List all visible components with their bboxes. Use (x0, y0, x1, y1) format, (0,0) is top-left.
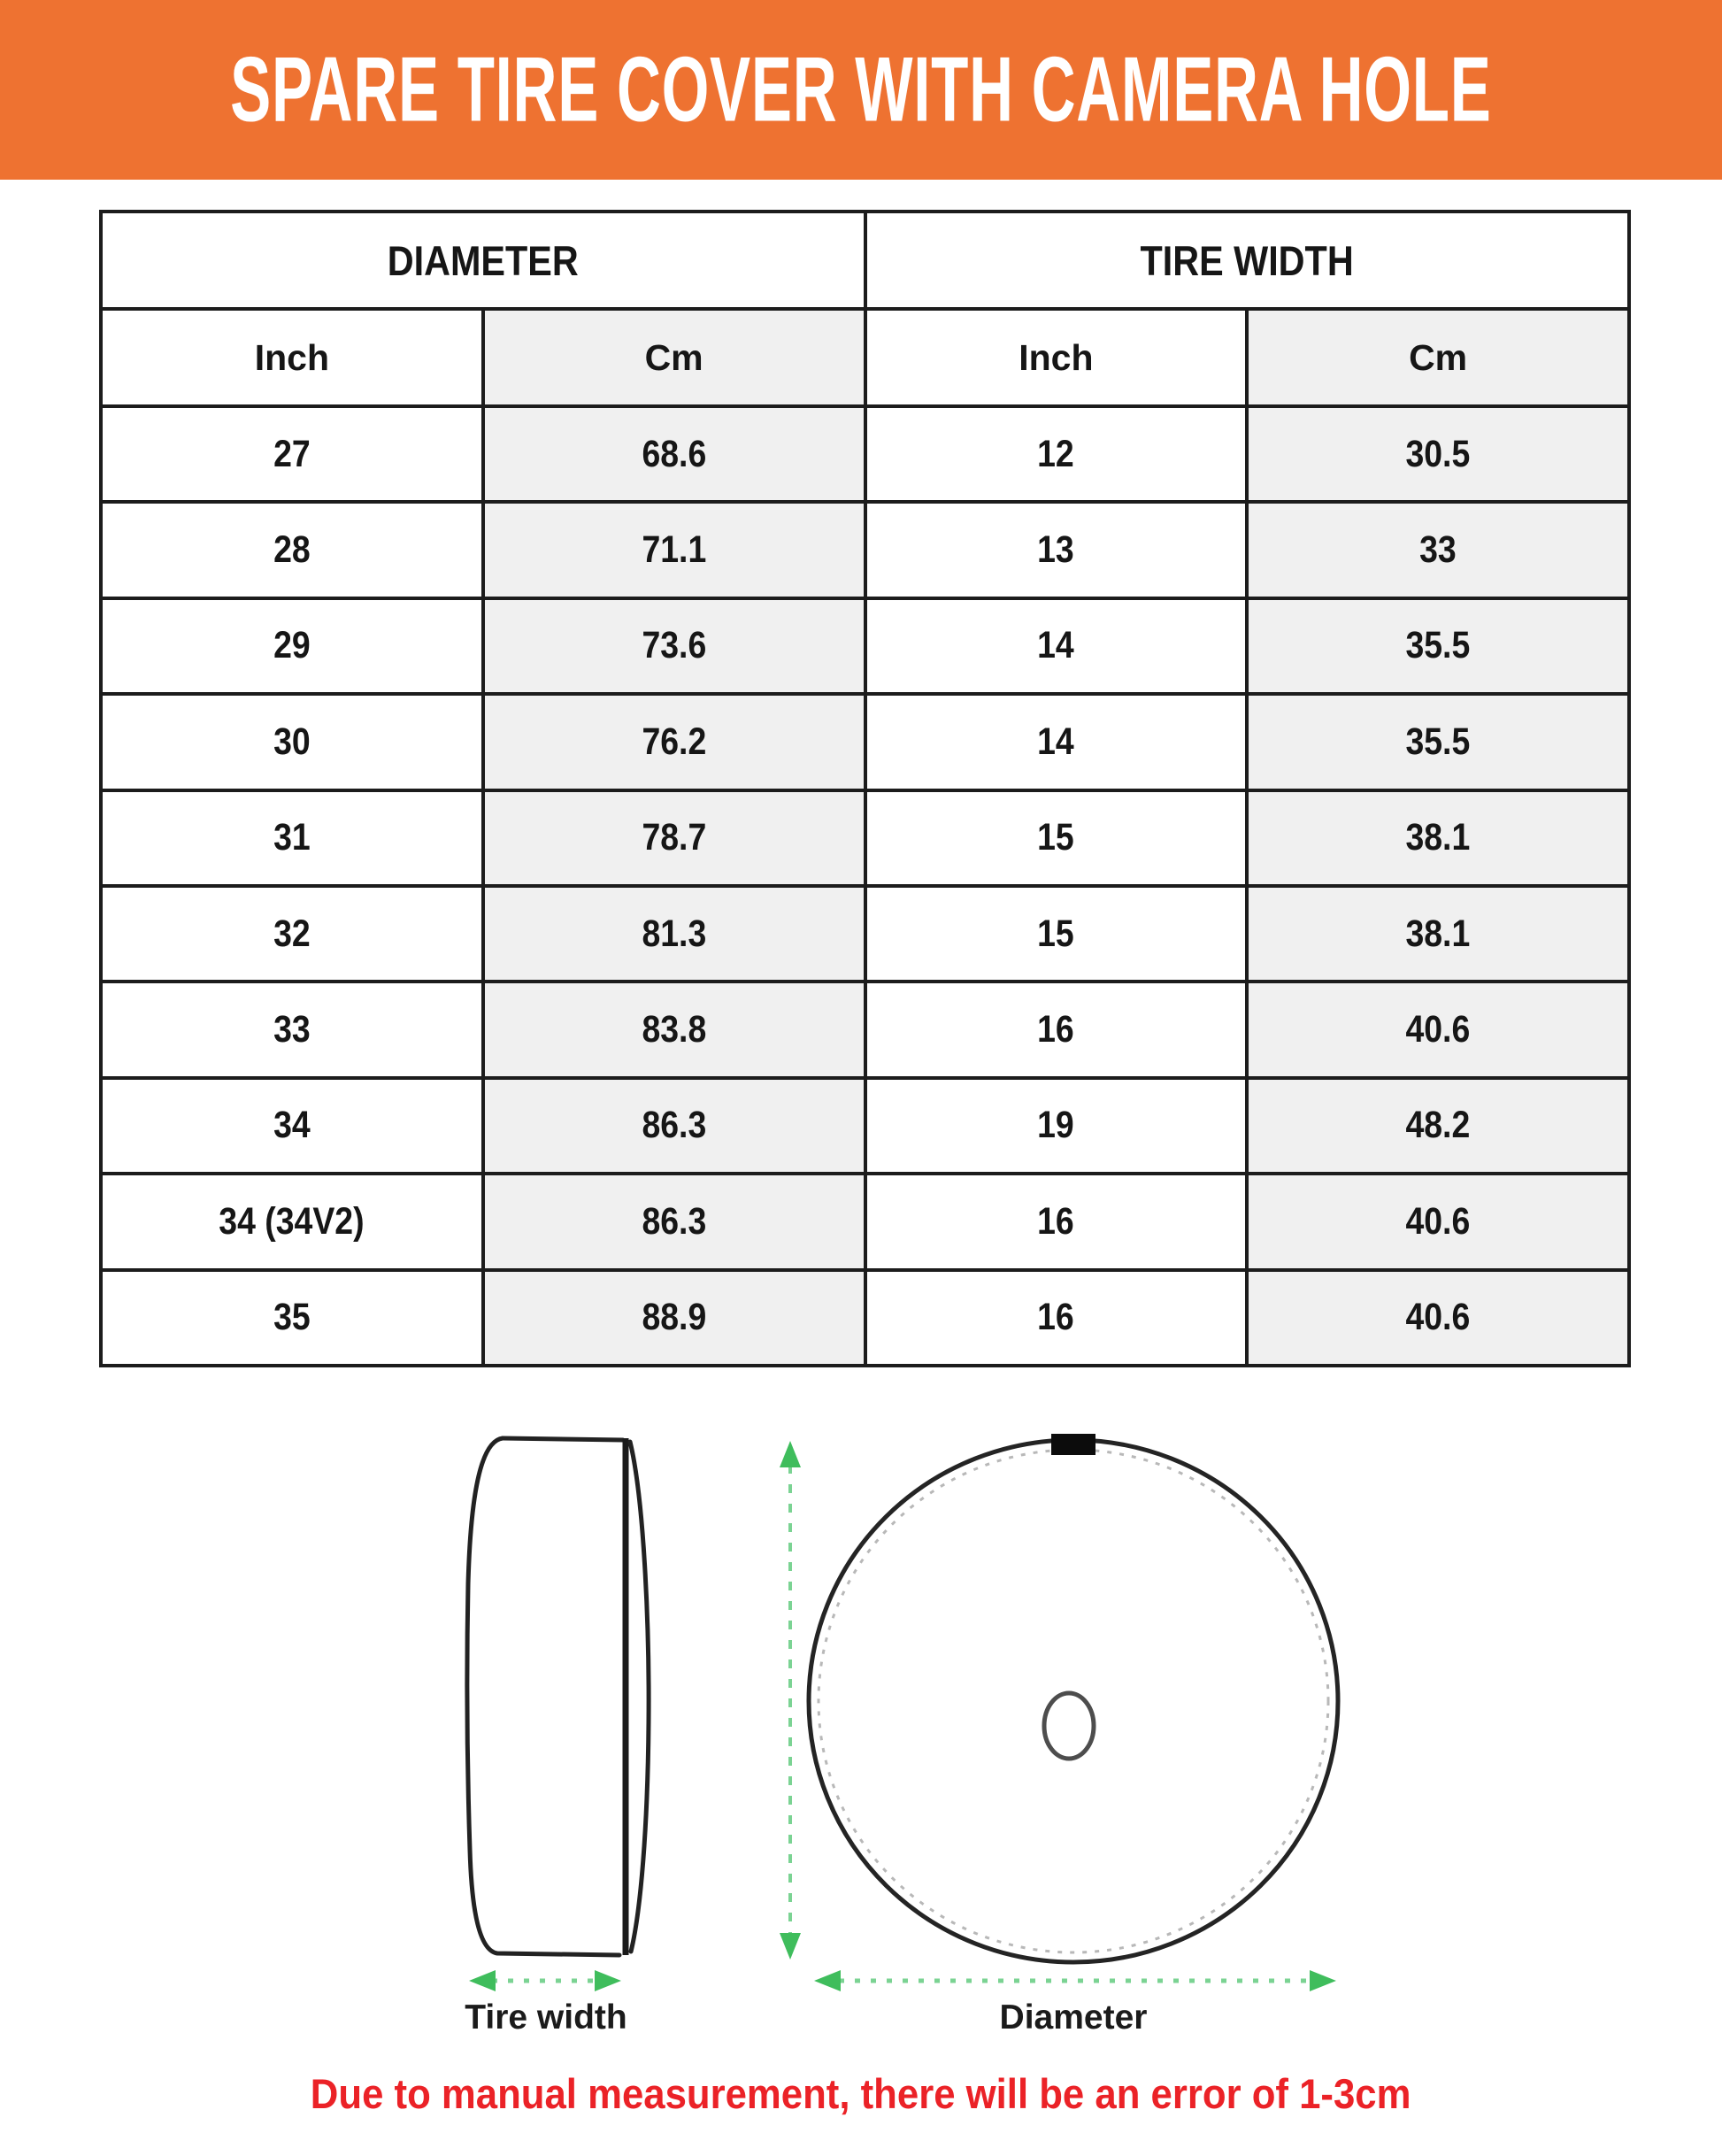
cell-value: 33 (1419, 528, 1457, 572)
cell-value: 35.5 (1405, 624, 1471, 667)
table-row (101, 406, 1629, 502)
size-table (99, 210, 1631, 1367)
cell-value: 40.6 (1405, 1008, 1471, 1051)
cell-diameter-cm (483, 1078, 865, 1174)
cell-width-cm (1247, 1078, 1629, 1174)
cell-value: 15 (1037, 912, 1075, 955)
table-row (101, 982, 1629, 1077)
cell-value: 78.7 (642, 816, 707, 859)
cell-width-cm (1247, 886, 1629, 982)
cell-width-inch (865, 1270, 1248, 1366)
top-notch (1051, 1434, 1095, 1455)
horizontal-diameter-arrow-icon (814, 1970, 1336, 1991)
cell-width-cm (1247, 694, 1629, 789)
cell-value: 34 (34V2) (219, 1199, 365, 1243)
cell-width-inch (865, 694, 1248, 789)
cell-value: 35 (273, 1296, 311, 1339)
table-row (101, 598, 1629, 694)
cell-width-inch (865, 502, 1248, 597)
cell-value: 31 (273, 816, 311, 859)
tire-side-view (467, 1438, 649, 1955)
cell-value: 14 (1037, 720, 1075, 763)
table-row (101, 790, 1629, 886)
measurement-disclaimer-text: Due to manual measurement, there will be an error of 1-3cm (311, 2070, 1411, 2117)
cell-value: 81.3 (642, 912, 707, 955)
tire-front-view (809, 1434, 1338, 1962)
cell-diameter-cm (483, 886, 865, 982)
group-header-tire-width (865, 212, 1630, 309)
cell-value: 34 (273, 1104, 311, 1147)
cell-diameter-inch (101, 1270, 483, 1366)
table-row (101, 1078, 1629, 1174)
cell-value: 48.2 (1405, 1104, 1471, 1147)
cell-width-cm (1247, 406, 1629, 502)
diameter-label: Diameter (999, 1998, 1148, 2037)
cell-diameter-cm (483, 406, 865, 502)
cell-value: 14 (1037, 624, 1075, 667)
cell-width-cm (1247, 1270, 1629, 1366)
cell-diameter-cm (483, 1174, 865, 1269)
cell-width-inch (865, 406, 1248, 502)
subheader-label: Cm (644, 336, 703, 378)
subheader-label: Cm (1409, 336, 1468, 378)
cell-value: 32 (273, 912, 311, 955)
cell-width-cm (1247, 1174, 1629, 1269)
subheader-diameter-inch (101, 309, 483, 406)
cell-value: 73.6 (642, 624, 707, 667)
group-header-diameter (101, 212, 865, 309)
cell-value: 35.5 (1405, 720, 1471, 763)
table-subheader-row (101, 309, 1629, 406)
cell-diameter-inch (101, 790, 483, 886)
cell-value: 68.6 (642, 432, 707, 475)
subheader-diameter-cm (483, 309, 865, 406)
table-row (101, 694, 1629, 789)
table-row (101, 1174, 1629, 1269)
page-title: SPARE TIRE COVER WITH CAMERA HOLE (230, 38, 1492, 141)
subheader-width-cm (1247, 309, 1629, 406)
cell-value: 40.6 (1405, 1296, 1471, 1339)
cell-width-cm (1247, 598, 1629, 694)
cell-diameter-inch (101, 886, 483, 982)
cell-value: 88.9 (642, 1296, 707, 1339)
cell-value: 86.3 (642, 1104, 707, 1147)
tire-width-label: Tire width (465, 1998, 627, 2037)
cell-value: 30.5 (1405, 432, 1471, 475)
cell-width-inch (865, 1174, 1248, 1269)
cell-diameter-cm (483, 598, 865, 694)
cell-diameter-cm (483, 790, 865, 886)
cell-width-inch (865, 886, 1248, 982)
cell-diameter-inch (101, 1078, 483, 1174)
table-row (101, 886, 1629, 982)
cell-value: 13 (1037, 528, 1075, 572)
cell-value: 40.6 (1405, 1199, 1471, 1243)
cell-value: 12 (1037, 432, 1075, 475)
cell-width-cm (1247, 502, 1629, 597)
cell-value: 83.8 (642, 1008, 707, 1051)
table-row (101, 1270, 1629, 1366)
cell-value: 30 (273, 720, 311, 763)
cell-value: 33 (273, 1008, 311, 1051)
cell-value: 16 (1037, 1199, 1075, 1243)
cell-value: 15 (1037, 816, 1075, 859)
cell-width-cm (1247, 982, 1629, 1077)
subheader-width-inch (865, 309, 1248, 406)
cell-value: 86.3 (642, 1199, 707, 1243)
cell-width-inch (865, 982, 1248, 1077)
cell-diameter-inch (101, 694, 483, 789)
cell-value: 29 (273, 624, 311, 667)
cell-width-cm (1247, 790, 1629, 886)
cell-diameter-cm (483, 1270, 865, 1366)
cell-diameter-inch (101, 982, 483, 1077)
table-group-header-row (101, 212, 1629, 309)
cell-diameter-inch (101, 406, 483, 502)
cell-diameter-cm (483, 982, 865, 1077)
cell-diameter-cm (483, 694, 865, 789)
cell-value: 27 (273, 432, 311, 475)
cell-width-inch (865, 1078, 1248, 1174)
cell-value: 16 (1037, 1296, 1075, 1339)
cell-diameter-cm (483, 502, 865, 597)
subheader-label: Inch (254, 336, 330, 378)
vertical-diameter-arrow-icon (780, 1441, 801, 1960)
cell-width-inch (865, 790, 1248, 886)
cell-value: 38.1 (1405, 912, 1471, 955)
cell-value: 38.1 (1405, 816, 1471, 859)
cell-diameter-inch (101, 598, 483, 694)
cell-value: 71.1 (642, 528, 707, 572)
camera-hole (1044, 1693, 1094, 1759)
group-header-tire-width-label: TIRE WIDTH (1140, 236, 1354, 284)
subheader-label: Inch (1019, 336, 1094, 378)
cell-value: 76.2 (642, 720, 707, 763)
header-banner (0, 0, 1722, 180)
cell-value: 16 (1037, 1008, 1075, 1051)
cell-diameter-inch (101, 1174, 483, 1269)
cell-value: 28 (273, 528, 311, 572)
cell-diameter-inch (101, 502, 483, 597)
cell-width-inch (865, 598, 1248, 694)
measurement-disclaimer (0, 2069, 1722, 2118)
table-row (101, 502, 1629, 597)
cell-value: 19 (1037, 1104, 1075, 1147)
group-header-diameter-label: DIAMETER (387, 236, 579, 284)
tire-width-arrow-icon (469, 1970, 621, 1991)
measurement-diagram (0, 1416, 1722, 2000)
